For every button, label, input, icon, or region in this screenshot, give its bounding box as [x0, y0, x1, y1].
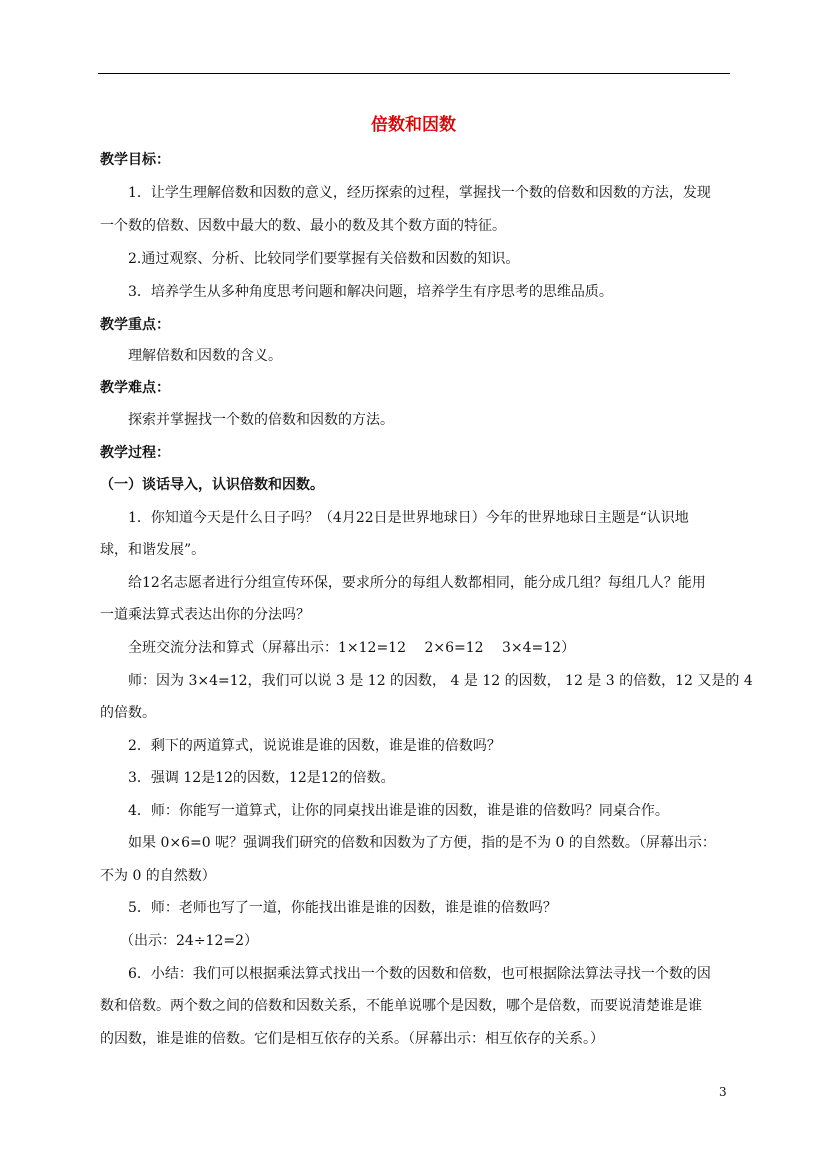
text-line: 一道乘法算式表达出你的分法吗？ — [100, 607, 310, 623]
text-line: 2.通过观察、分析、比较同学们要掌握有关倍数和因数的知识。 — [128, 251, 520, 267]
heading-objectives: 教学目标： — [100, 152, 170, 168]
text-line: 6．小结：我们可以根据乘法算式找出一个数的因数和倍数，也可根据除法算法寻找一个数的因 — [128, 966, 711, 982]
text-line: 理解倍数和因数的含义。 — [128, 348, 282, 364]
text-line: 1．让学生理解倍数和因数的意义，经历探索的过程，掌握找一个数的倍数和因数的方法，发现 — [128, 185, 711, 201]
heading-difficulties: 教学难点： — [100, 380, 170, 396]
text-line: 2．剩下的两道算式，说说谁是谁的因数，谁是谁的倍数吗？ — [128, 738, 501, 754]
text-line: 3．培养学生从多种角度思考问题和解决问题，培养学生有序思考的思维品质。 — [128, 284, 613, 300]
text-line: 3．强调 12是12的因数，12是12的倍数。 — [128, 770, 395, 786]
text-line: 数和倍数。两个数之间的倍数和因数关系，不能单说哪个是因数，哪个是倍数，而要说清楚谁是谁 — [100, 998, 702, 1014]
text-line: 探索并掌握找一个数的倍数和因数的方法。 — [128, 412, 394, 428]
text-line: 一个数的倍数、因数中最大的数、最小的数及其个数方面的特征。 — [100, 218, 506, 234]
document-title: 倍数和因数 — [371, 115, 456, 135]
text-line: 的因数，谁是谁的倍数。它们是相互依存的关系。（屏幕出示：相互依存的关系。） — [100, 1031, 604, 1047]
header-rule — [98, 73, 730, 74]
text-line: 的倍数。 — [100, 705, 156, 721]
text-line: 不为 0 的自然数） — [100, 868, 216, 884]
text-line: 球，和谐发展”。 — [100, 542, 206, 558]
section-heading: （一）谈话导入，认识倍数和因数。 — [100, 477, 324, 493]
text-line: 师：因为 3×4=12，我们可以说 3 是 12 的因数， 4 是 12 的因数， 12 是 3 的倍数，12 又是的 4 — [128, 673, 753, 689]
heading-process: 教学过程： — [100, 445, 170, 461]
text-line: 给12名志愿者进行分组宣传环保，要求所分的每组人数都相同，能分成几组？每组几人？能用 — [128, 575, 706, 591]
text-line: 5．师：老师也写了一道，你能找出谁是谁的因数，谁是谁的倍数吗？ — [128, 900, 557, 916]
text-line: 全班交流分法和算式（屏幕出示：1×12=12 2×6=12 3×4=12） — [128, 640, 576, 656]
text-line: 如果 0×6=0 呢？强调我们研究的倍数和因数为了方便，指的是不为 0 的自然数。（屏幕出示： — [128, 835, 716, 851]
text-line: （出示：24÷12=2） — [120, 933, 258, 949]
page-number: 3 — [719, 1085, 727, 1099]
text-line: 4．师：你能写一道算式，让你的同桌找出谁是谁的因数，谁是谁的倍数吗？同桌合作。 — [128, 803, 669, 819]
text-line: 1．你知道今天是什么日子吗？（4月22日是世界地球日）今年的世界地球日主题是“认识地 — [128, 510, 689, 526]
heading-key-points: 教学重点： — [100, 317, 170, 333]
